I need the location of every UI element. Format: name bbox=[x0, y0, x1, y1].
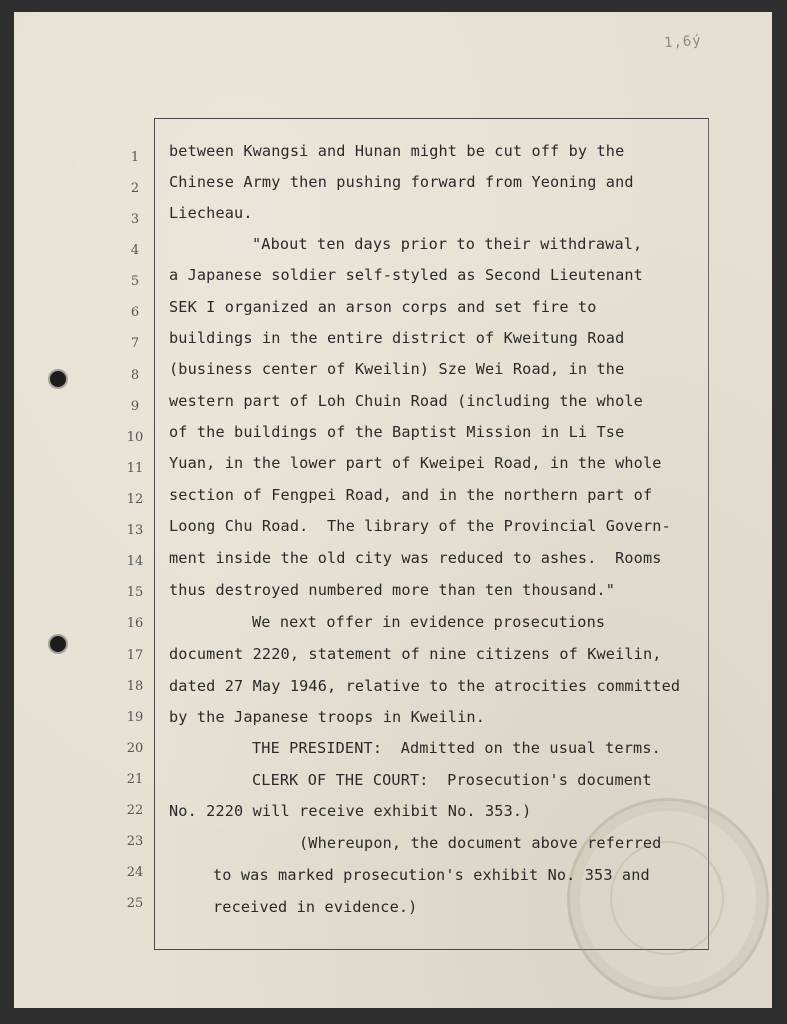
line-number: 22 bbox=[126, 803, 144, 818]
line-number: 20 bbox=[126, 741, 144, 756]
transcript-line: to was marked prosecution's exhibit No. 353 and bbox=[213, 866, 650, 884]
line-number: 4 bbox=[130, 243, 140, 258]
page-corner-mark: 1,6ý bbox=[663, 32, 703, 52]
line-number: 15 bbox=[126, 585, 144, 600]
transcript-line: document 2220, statement of nine citizens of Kweilin, bbox=[169, 645, 662, 663]
line-number: 18 bbox=[126, 679, 144, 694]
line-number: 21 bbox=[126, 772, 144, 787]
transcript-line: by the Japanese troops in Kweilin. bbox=[169, 708, 485, 726]
transcript-line: section of Fengpei Road, and in the northern part of bbox=[169, 486, 653, 504]
line-number: 19 bbox=[126, 710, 144, 725]
transcript-line: SEK I organized an arson corps and set fire to bbox=[169, 298, 597, 316]
transcript-line: between Kwangsi and Hunan might be cut off by the bbox=[169, 142, 625, 160]
line-number: 9 bbox=[130, 399, 140, 414]
transcript-line: a Japanese soldier self-styled as Second Lieutenant bbox=[169, 266, 643, 284]
punch-hole bbox=[50, 636, 66, 652]
transcript-line: western part of Loh Chuin Road (including the whole bbox=[169, 392, 643, 410]
transcript-line: "About ten days prior to their withdrawal, bbox=[252, 235, 643, 253]
archive-seal-watermark bbox=[567, 798, 769, 1000]
transcript-line: received in evidence.) bbox=[213, 898, 418, 916]
line-number: 11 bbox=[126, 461, 144, 476]
transcript-line: Liecheau. bbox=[169, 204, 253, 222]
line-number: 23 bbox=[126, 834, 144, 849]
transcript-line: CLERK OF THE COURT: Prosecution's document bbox=[252, 771, 652, 789]
transcript-line: We next offer in evidence prosecutions bbox=[252, 613, 606, 631]
line-number: 6 bbox=[130, 305, 140, 320]
line-number: 17 bbox=[126, 648, 144, 663]
line-number: 12 bbox=[126, 492, 144, 507]
line-number: 25 bbox=[126, 896, 144, 911]
transcript-line: of the buildings of the Baptist Mission in Li Tse bbox=[169, 423, 625, 441]
transcript-line: Chinese Army then pushing forward from Yeoning and bbox=[169, 173, 634, 191]
line-number: 1 bbox=[130, 150, 140, 165]
punch-hole bbox=[50, 371, 66, 387]
transcript-line: dated 27 May 1946, relative to the atrocities committed bbox=[169, 677, 681, 695]
transcript-line: (business center of Kweilin) Sze Wei Road, in the bbox=[169, 360, 625, 378]
transcript-line: Yuan, in the lower part of Kweipei Road, in the whole bbox=[169, 454, 662, 472]
transcript-line: THE PRESIDENT: Admitted on the usual terms. bbox=[252, 739, 661, 757]
transcript-line: (Whereupon, the document above referred bbox=[299, 834, 662, 852]
transcript-line: No. 2220 will receive exhibit No. 353.) bbox=[169, 802, 532, 820]
transcript-line: Loong Chu Road. The library of the Provincial Govern- bbox=[169, 517, 671, 535]
transcript-line: buildings in the entire district of Kweitung Road bbox=[169, 329, 625, 347]
line-number: 8 bbox=[130, 368, 140, 383]
line-number: 3 bbox=[130, 212, 140, 227]
archive-seal-inner-ring bbox=[610, 841, 724, 955]
line-number: 16 bbox=[126, 616, 144, 631]
line-number: 10 bbox=[126, 430, 144, 445]
line-number: 5 bbox=[130, 274, 140, 289]
document-page bbox=[14, 12, 772, 1008]
transcript-line: ment inside the old city was reduced to ashes. Rooms bbox=[169, 549, 662, 567]
line-number: 24 bbox=[126, 865, 144, 880]
line-number: 2 bbox=[130, 181, 140, 196]
line-number: 7 bbox=[130, 336, 140, 351]
line-number: 14 bbox=[126, 554, 144, 569]
line-number: 13 bbox=[126, 523, 144, 538]
transcript-line: thus destroyed numbered more than ten thousand." bbox=[169, 581, 616, 599]
